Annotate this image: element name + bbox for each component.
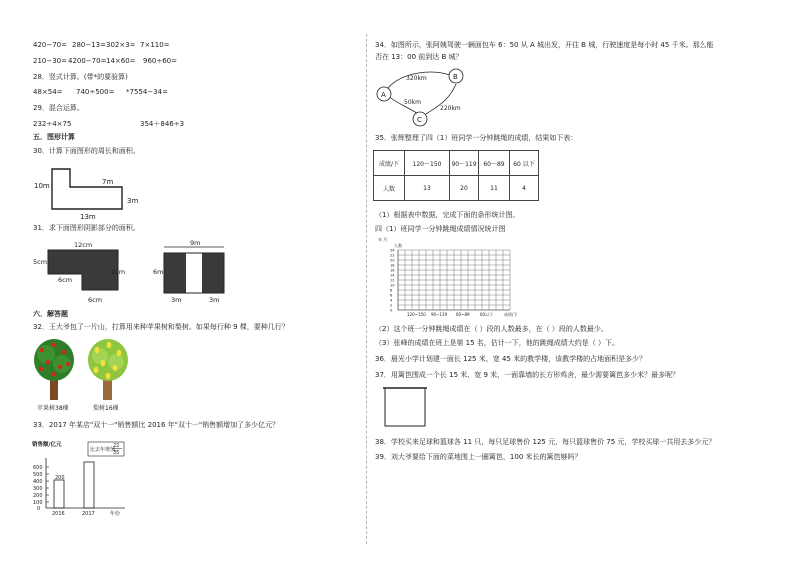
label-3m-right: 3m [209,296,220,304]
fraction-denominator: 35 [113,450,120,456]
svg-text:C: C [417,116,422,124]
table-cell: 4 [510,176,539,201]
bar-2016-label: 200 [55,475,65,481]
apple-tree-label: 苹果树38棵 [37,405,69,412]
calc-item: 210−30= [33,57,67,65]
calc-item: 14×60= [106,57,136,65]
y-tick: 2 [390,303,393,308]
q30-l-shape-figure [30,163,150,223]
y-tick: 300 [33,486,43,492]
section-6-heading: 六．解答题 [33,310,68,318]
question-39: 39．刘大爷要给下面的菜地围上一圈篱笆，100 米长的篱笆够吗？ [375,453,582,461]
table-cell: 13 [405,176,450,201]
chart-y-ticks [390,249,395,313]
chart-ylabel: 人数 [394,243,402,248]
pear-tree-image [86,336,130,402]
table-row [374,151,539,176]
svg-text:A: A [381,91,386,99]
question-35-part2: （2）这个班一分钟跳绳成绩在（ ）段的人数最多，在（ ）段的人数最少。 [375,325,608,333]
y-tick: 22 [390,253,395,258]
table-cell: 人数 [374,176,405,201]
pear-tree-label: 梨树16棵 [93,405,119,412]
question-33: 33．2017 年某店"双十一"销售额比 2016 年"双十一"销售额增加了多少亿元？ [33,421,280,429]
chart-xlabel: 年份 [110,511,121,517]
table-row [374,176,539,201]
question-35-part1: （1）根据表中数据，完成下面的条形统计图。 [375,211,520,219]
chart-date-label: 年 月 [378,237,388,242]
question-31: 31．求下面图形阴影部分的面积。 [33,224,140,232]
q29-item: 354＋846÷3 [140,120,185,128]
y-tick: 600 [33,465,43,471]
q31-figure-a [30,238,140,308]
distance-ab: 320km [406,75,427,82]
q29-item: 232÷4×75 [33,120,72,128]
label-6m: 6m [153,268,164,276]
calc-item: 420−70= [33,41,67,49]
distance-ac: 50km [404,99,421,106]
question-35: 35．张辉整理了四（1）班同学一分钟跳绳的成绩，结果如下表： [375,134,578,142]
distance-cb: 220km [440,105,461,112]
shaded-shape-a [48,250,118,290]
chart-xlabel: 成绩/下 [504,312,518,317]
x-category: 60以下 [480,312,494,317]
q28-item: 740÷500= [76,88,115,96]
label-9m: 9m [190,239,201,247]
shaded-right [202,253,224,293]
question-30: 30．计算下面图形的周长和面积。 [33,147,140,155]
y-tick: 500 [33,472,43,478]
fence [385,388,425,426]
shaded-left [164,253,186,293]
y-tick: 12 [390,278,395,283]
fraction-numerator: 22 [113,443,120,449]
table-cell: 60 以下 [510,151,539,176]
y-tick: 0 [37,506,41,512]
table-cell: 成绩/下 [374,151,405,176]
calc-item: 960÷60= [143,57,177,65]
calc-item: 7×110= [140,41,170,49]
calc-item: 302×3= [106,41,136,49]
y-tick: 16 [390,268,395,273]
y-tick: 8 [390,288,393,293]
x-category: 120~150 [407,312,426,317]
note-text: 比去年增加 [90,447,116,453]
calc-item: 4200−70= [68,57,107,65]
q31-figure-b [150,238,240,308]
calc-item: 280−13= [72,41,106,49]
question-35-part3: （3）张峰的成绩在班上是第 15 名，估计一下，他的跳绳成绩大约是（ ）下。 [375,339,620,347]
label-6cm-mid: 6cm [58,276,73,284]
label-6cm-bottom: 6cm [88,296,103,304]
y-tick: 400 [33,479,43,485]
y-tick: 0 [390,308,393,313]
table-cell: 11 [479,176,510,201]
y-ticks [33,465,43,512]
q28-item: *7554−34= [126,88,168,96]
bar-2017 [84,462,94,508]
label-10m: 10m [34,182,50,190]
q37-enclosure-figure [382,384,428,428]
y-tick: 4 [390,298,393,303]
y-tick: 200 [33,493,43,499]
y-tick: 20 [390,258,395,263]
y-tick: 6 [390,293,393,298]
l-shape [52,169,122,209]
question-29: 29．混合运算。 [33,104,84,112]
label-12cm: 12cm [74,241,93,249]
section-5-heading: 五．图形计算 [33,133,75,141]
x-category: 90~119 [431,312,448,317]
svg-text:B: B [453,73,458,81]
chart-title: 四（1）班同学一分钟跳绳成绩情况统计图 [375,225,506,233]
y-tick: 24 [390,248,395,253]
label-13m: 13m [80,213,96,221]
score-grid-chart [376,236,526,320]
question-38: 38．学校买来足球和篮球各 11 只，每只足球售价 125 元，每只篮球售价 75 元，学校买球一共用去多少元？ [375,438,716,446]
q34-route-diagram [374,64,474,126]
question-34-line1: 34．如图所示，张阿姨驾驶一辆面包车 6：50 从 A 城出发，开往 B 城，行驶速度是每小时 45 千米。那么能 [375,41,714,49]
bar-2016 [54,480,64,508]
y-tick: 10 [390,283,395,288]
y-tick: 14 [390,273,395,278]
table-cell: 90～119 [450,151,479,176]
table-cell: 120～150 [405,151,450,176]
chart-grid [398,250,510,310]
chart-ylabel: 销售额/亿元 [32,442,62,448]
table-cell: 20 [450,176,479,201]
question-37: 37．用篱笆围成一个长 15 米、宽 9 米，一面靠墙的长方形鸡舍，最少需要篱笆多少米？最多呢？ [375,371,680,379]
q33-bar-chart [30,436,180,516]
column-divider [366,34,367,544]
question-32: 32．王大爷包了一片山，打算用来种苹果树和梨树。如果每行种 9 棵，要种几行？ [33,323,289,331]
table-cell: 60～89 [479,151,510,176]
y-tick: 18 [390,263,395,268]
question-36: 36．晨光小学计划建一面长 125 米，宽 45 米的教学楼，该教学楼的占地面积是多少？ [375,355,647,363]
apple-tree-image [32,336,76,402]
q28-item: 48×54= [33,88,63,96]
label-3m-left: 3m [171,296,182,304]
x-category: 2017 [82,511,95,517]
label-7m: 7m [102,178,114,186]
x-category: 2016 [52,511,65,517]
y-tick: 100 [33,500,43,506]
label-5cm: 5cm [33,258,48,266]
jump-rope-score-table [373,150,539,201]
x-category: 60~89 [456,312,470,317]
label-9cm: 9cm [111,268,126,276]
chart-x-labels [407,311,493,317]
question-34-line2: 否在 13：00 前到达 B 城？ [375,53,463,61]
label-3m: 3m [127,197,139,205]
question-28: 28．竖式计算。(带*的要验算) [33,73,128,81]
